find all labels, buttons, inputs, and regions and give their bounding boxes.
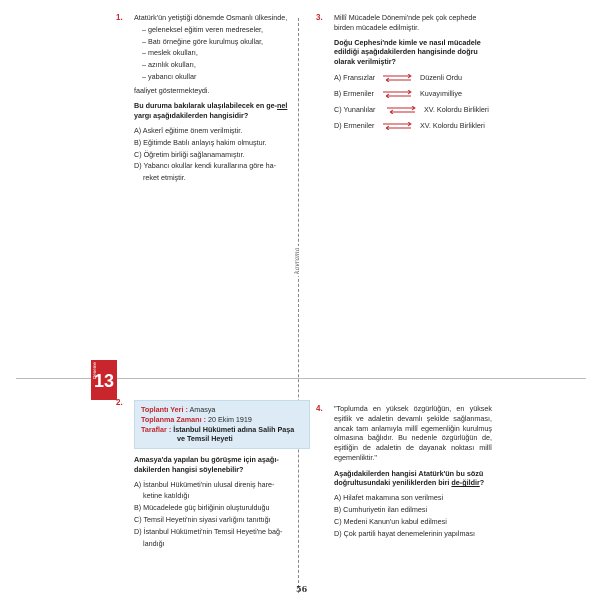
question-4: [316, 404, 492, 540]
option-d[interactable]: [334, 121, 494, 137]
option-a[interactable]: [334, 73, 494, 89]
option-b[interactable]: [334, 89, 494, 105]
info-box: [134, 400, 310, 449]
quote-text: "Toplumda en yüksek özgürlüğün, en yüksek eşitlik ve adaletin devamlı şekilde sağlanması, ancak tam anlamıyla millî egemenliğin kurulmuş olmasına bağlıdır. Bu nedenle özgürlüğün de, eşitliğin de adaletin de dayanak noktası millî egemenliktir.": [334, 404, 492, 462]
option-b[interactable]: B) Eğitimde Batılı anlayış hakim olmuştur.: [134, 137, 267, 147]
question-stem: Doğu Cephesi'nde kimle ve nasıl mücadele edildiği aşağıdakilerden hangisinde doğru olarak verilmiştir?: [334, 37, 481, 67]
question-intro: Atatürk'ün yetiştiği dönemde Osmanlı ülkesinde,: [134, 13, 288, 22]
meeting-date: Toplanma Zamanı : 20 Ekim 1919: [141, 414, 252, 424]
option-d-continued: reket etmiştir.: [143, 173, 186, 183]
list-item: – geleneksel eğitim veren medreseler,: [142, 24, 264, 34]
option-d[interactable]: D) Yabancı okullar kendi kurallarına göre ha-: [134, 161, 276, 171]
option-left: C) Yunanlılar: [334, 104, 376, 114]
tab-label: Deneme: [92, 362, 97, 380]
question-outro: faaliyet göstermekteydi.: [134, 85, 210, 95]
option-c[interactable]: C) Öğretim birliği sağlanamamıştır.: [134, 149, 245, 159]
option-right: XV. Kolordu Birlikleri: [420, 120, 485, 130]
list-item: – yabancı okullar: [142, 71, 197, 81]
option-left: A) Fransızlar: [334, 72, 376, 82]
option-d[interactable]: D) İstanbul Hükümeti'nin Temsil Heyeti'ne bağ-: [134, 526, 283, 536]
question-number: 1.: [116, 13, 123, 22]
option-a-continued: ketine katıldığı: [143, 491, 190, 501]
question-1: [116, 13, 292, 183]
meeting-parties: Taraflar : İstanbul Hükümeti adına Salih Paşa: [141, 424, 295, 434]
question-number: 3.: [316, 13, 323, 22]
option-a[interactable]: A) İstanbul Hükümeti'nin ulusal direniş hare-: [134, 479, 275, 489]
double-arrow-icon: [384, 106, 418, 114]
double-arrow-icon: [380, 74, 414, 82]
option-left: B) Ermeniler: [334, 88, 374, 98]
double-arrow-icon: [380, 122, 414, 130]
option-b[interactable]: B) Cumhuriyetin ilan edilmesi: [334, 505, 428, 515]
list-item: – Batı örneğine göre kurulmuş okullar,: [142, 36, 264, 46]
option-c[interactable]: C) Temsil Heyeti'nin siyasi varlığını tanıttığı: [134, 515, 271, 525]
column-divider: [298, 18, 299, 593]
double-arrow-icon: [380, 90, 414, 98]
option-right: XV. Kolordu Birlikleri: [424, 104, 489, 114]
option-c[interactable]: [334, 105, 494, 121]
question-stem: Aşağıdakilerden hangisi Atatürk'ün bu sözü doğrultusundaki yeniliklerden biri de-ğildir?: [334, 468, 485, 488]
meeting-place: Toplantı Yeri : Amasya: [141, 405, 216, 414]
list-item: – azınlık okulları,: [142, 60, 196, 70]
question-intro: Millî Mücadele Dönemi'nde pek çok cephede birden mücadele edilmiştir.: [334, 13, 477, 32]
option-c[interactable]: C) Medeni Kanun'un kabul edilmesi: [334, 516, 447, 526]
question-stem: Amasya'da yapılan bu görüşme için aşağı-dakilerden hangisi söylenebilir?: [134, 455, 279, 474]
option-left: D) Ermeniler: [334, 120, 375, 130]
option-d[interactable]: D) Çok partili hayat denemelerinin yapılması: [334, 528, 476, 538]
page-number: 56: [296, 584, 308, 594]
option-d-continued: landığı: [143, 538, 165, 548]
meeting-parties-continued: ve Temsil Heyeti: [177, 434, 233, 444]
test-number-tab: [91, 360, 117, 400]
option-right: Kuvayımilliye: [420, 88, 462, 98]
option-a[interactable]: A) Hilafet makamına son verilmesi: [334, 493, 444, 503]
question-number: 2.: [116, 398, 123, 407]
question-number: 4.: [316, 404, 323, 413]
option-b[interactable]: B) Mücadelede güç birliğinin oluşturulduğu: [134, 503, 270, 513]
question-2: [116, 398, 296, 548]
side-label: kavrama: [294, 247, 301, 274]
option-right: Düzenli Ordu: [420, 72, 462, 82]
list-item: – meslek okulları,: [142, 48, 198, 58]
question-stem: Bu duruma bakılarak ulaşılabilecek en ge-nel yargı aşağıdakilerden hangisidir?: [134, 101, 288, 121]
option-a[interactable]: A) Askerî eğitime önem verilmiştir.: [134, 126, 243, 136]
question-3: [316, 13, 494, 137]
tab-number: 13: [93, 371, 115, 391]
